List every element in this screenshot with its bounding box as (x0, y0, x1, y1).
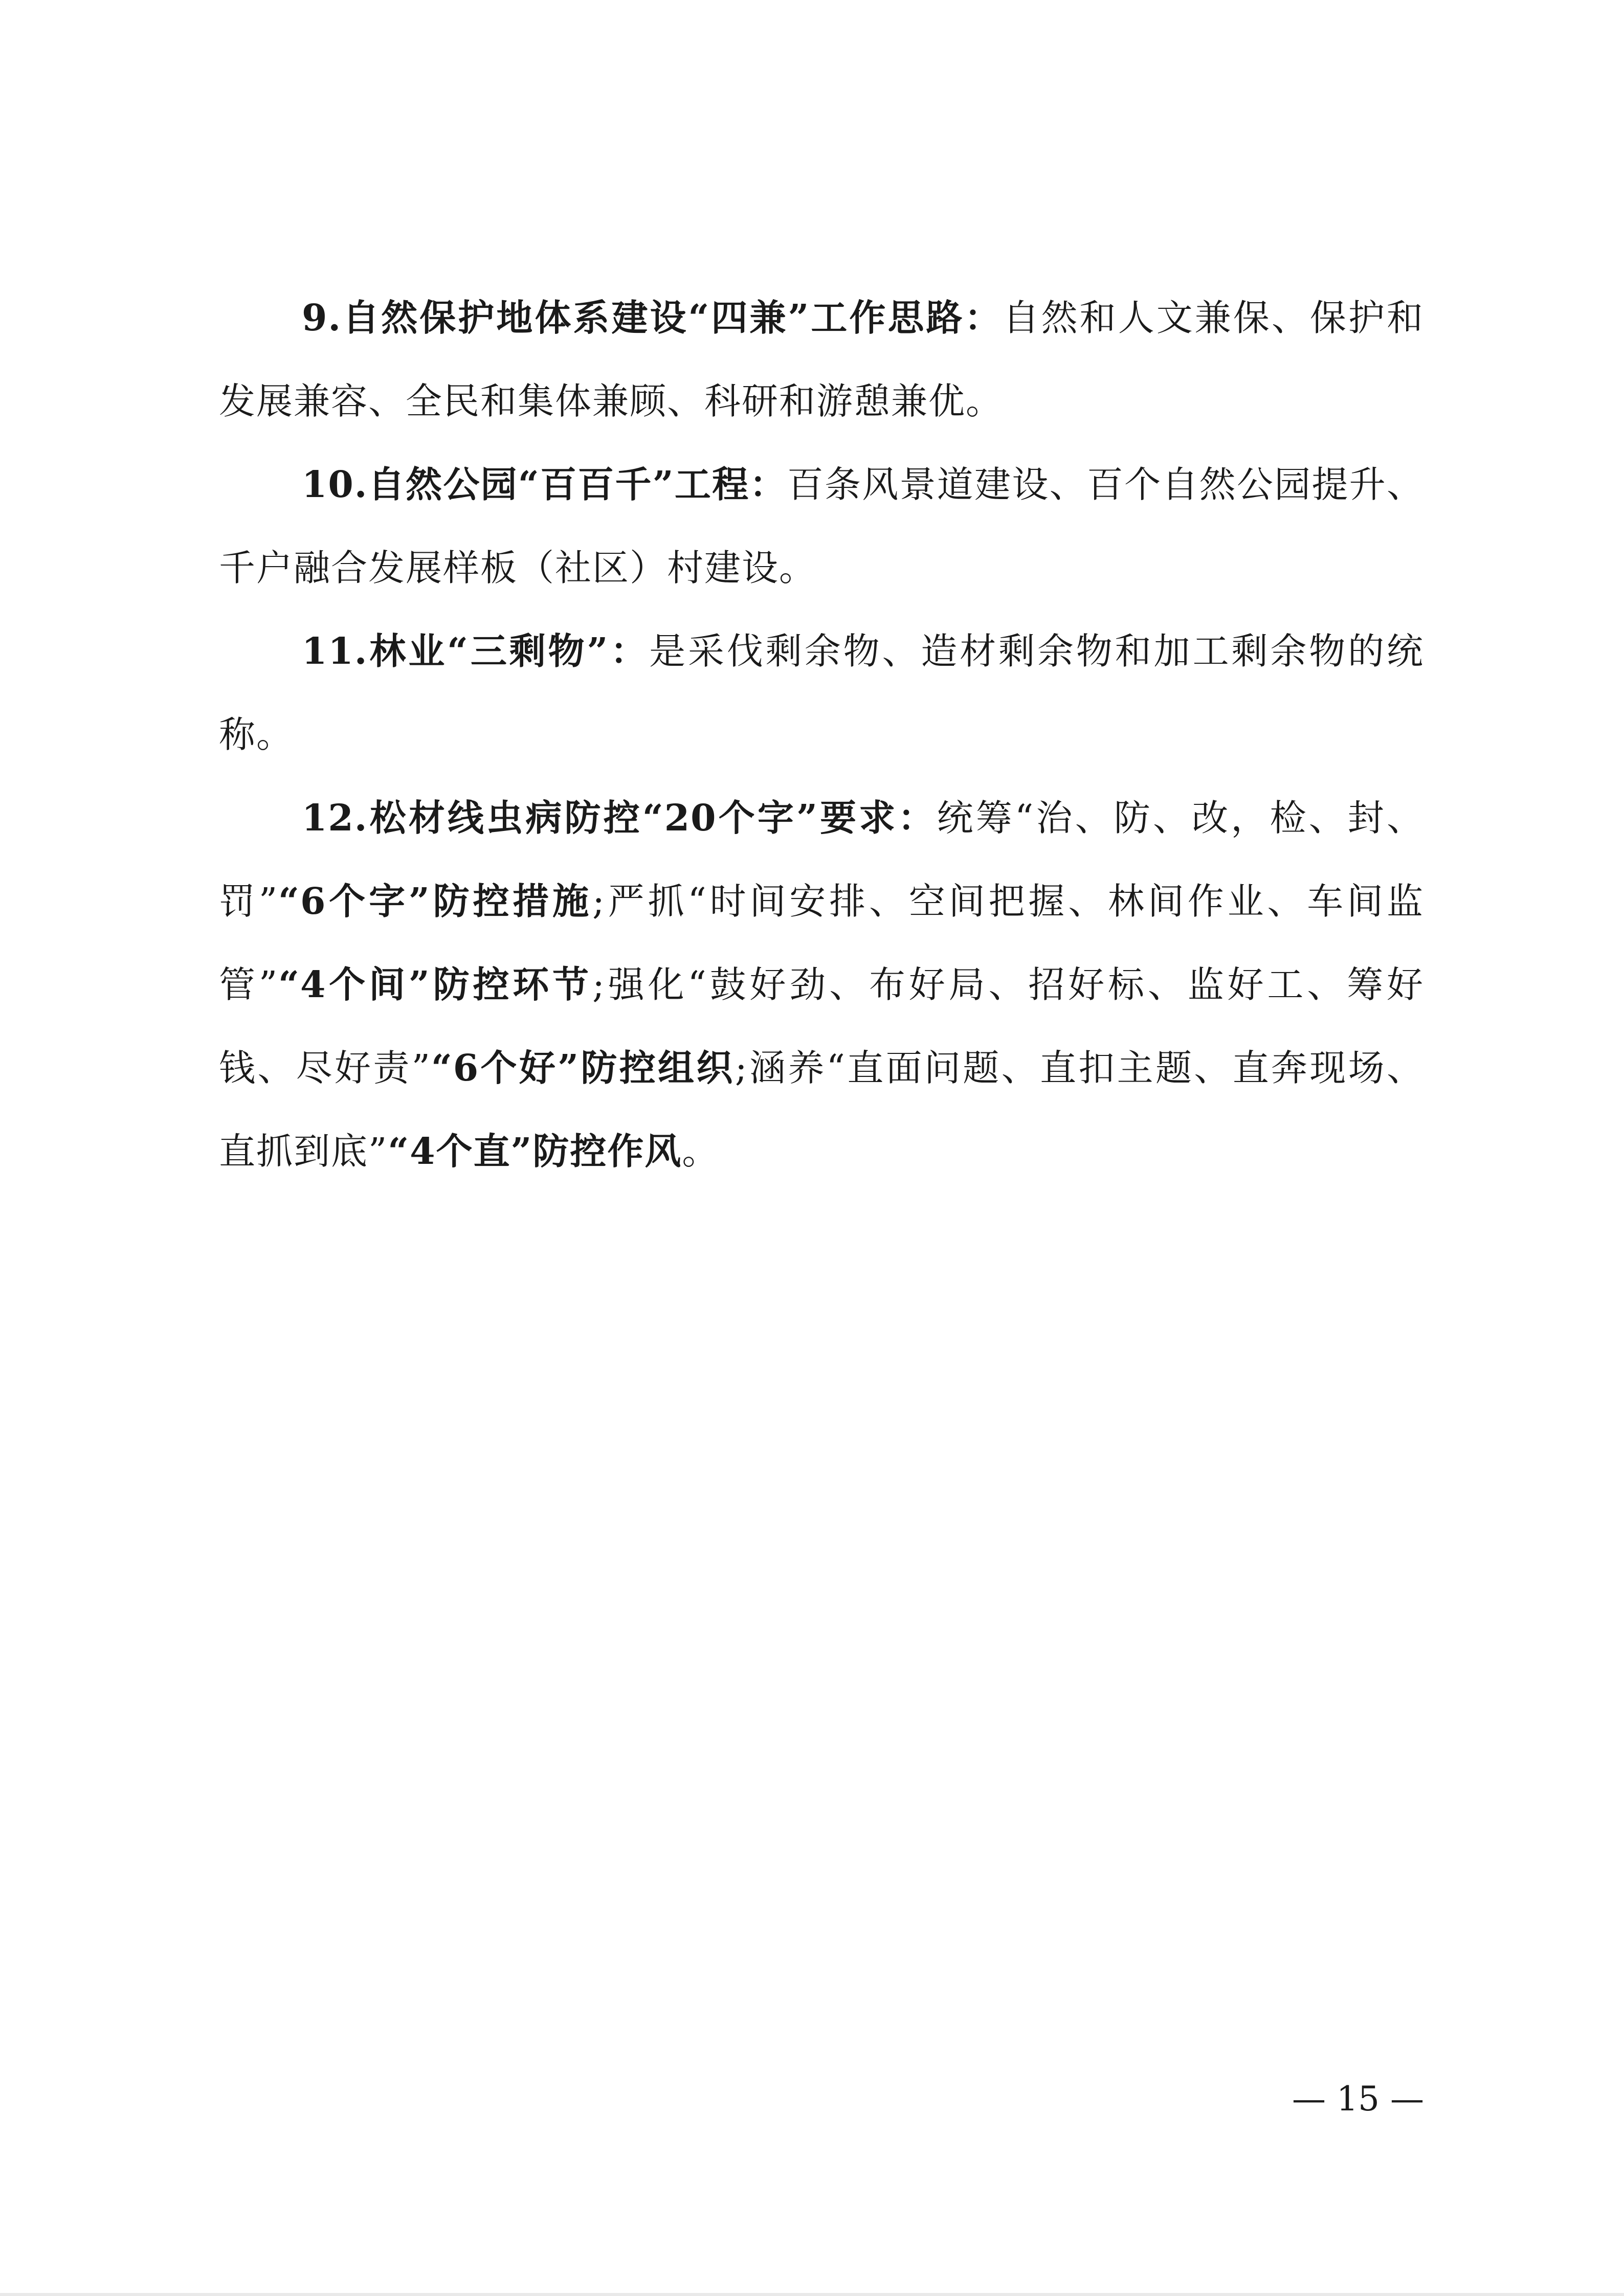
paragraph-text: 百条风景道建设、百个自然公园提升、千户融合发展样板（社区）村建设。 (219, 463, 1424, 589)
paragraph-text: ;涵养“直面问题、直扣主题、直奔现场、直抓到底” (219, 1047, 1424, 1173)
paragraph-text: 自然和人文兼保、保护和发展兼容、全民和集体兼顾、科研和游憩兼优。 (219, 297, 1424, 422)
paragraph-heading: 11.林业“三剩物”： (302, 629, 650, 672)
paragraph-heading: 12.松材线虫病防控“20个字”要求： (302, 796, 937, 839)
paragraph-emphasis: “4个间”防控环节 (278, 963, 592, 1006)
paragraph-heading: 10.自然公园“百百千”工程： (302, 463, 787, 506)
paragraph-text: 统筹“治、防、改，检、封、罚” (219, 797, 1424, 922)
paragraph-text: 是采伐剩余物、造材剩余物和加工剩余物的统称。 (219, 630, 1424, 756)
paragraph-text: ;强化“鼓好劲、布好局、招好标、监好工、筹好钱、尽好责” (219, 963, 1424, 1089)
paragraph-text: 。 (682, 1130, 720, 1173)
paragraph-text: ;严抓“时间安排、空间把握、林间作业、车间监管” (219, 880, 1424, 1006)
paragraph-item-12 (219, 776, 1424, 1193)
paragraph-emphasis: “6个字”防控措施 (278, 880, 592, 922)
paragraph-item-9 (219, 276, 1424, 443)
paragraph-item-10 (219, 443, 1424, 610)
paragraph-item-11 (219, 610, 1424, 776)
page-bottom-edge (0, 2293, 1624, 2296)
paragraph-heading: 9.自然保护地体系建设“四兼”工作思路： (302, 296, 1003, 339)
paragraph-emphasis: “6个好”防控组织 (431, 1046, 735, 1089)
page-number: — 15 — (1292, 2079, 1424, 2119)
document-body (219, 276, 1424, 1193)
paragraph-emphasis: “4个直”防控作风 (388, 1130, 682, 1173)
